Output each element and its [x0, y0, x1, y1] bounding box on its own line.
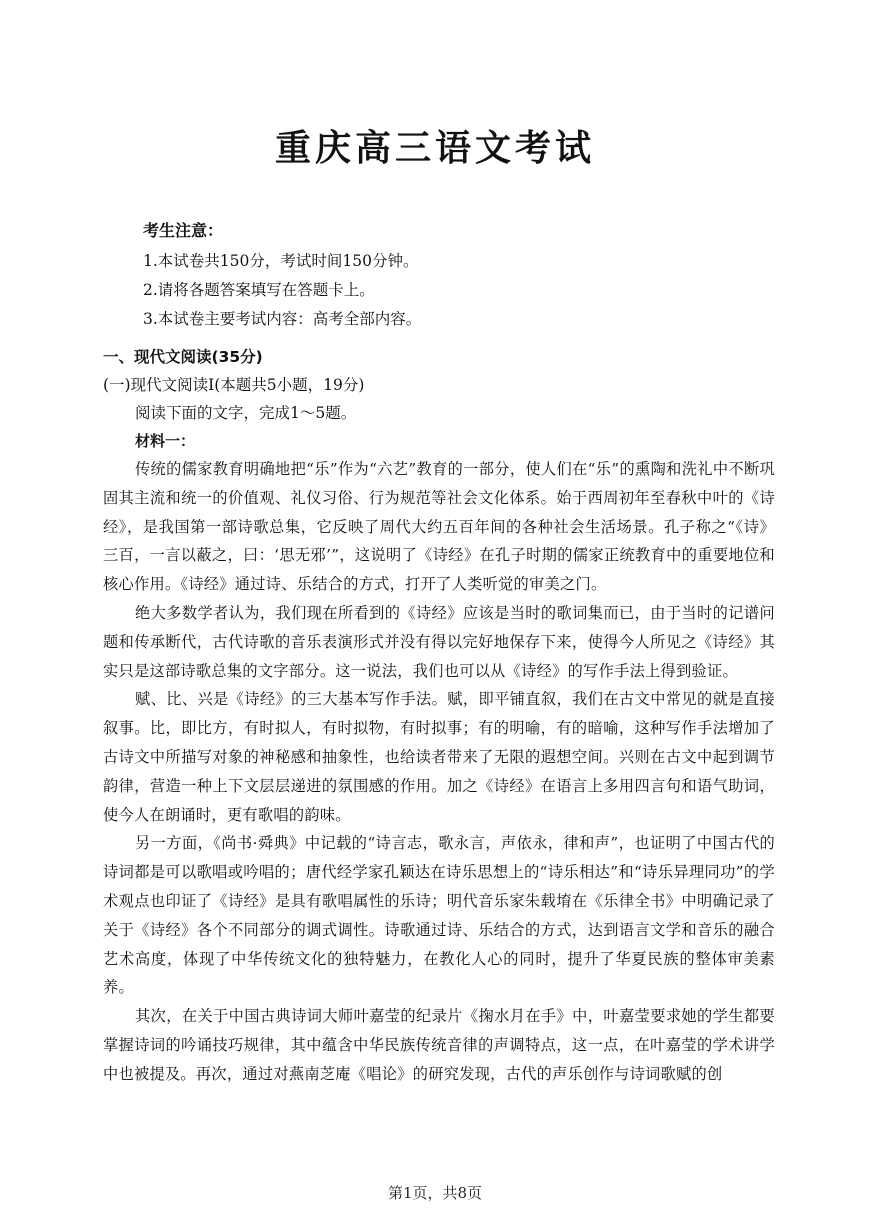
paragraph-1: 传统的儒家教育明确地把“乐”作为“六艺”教育的一部分，使人们在“乐”的熏陶和洗礼中不断巩固其主流和统一的价值观、礼仪习俗、行为规范等社会文化体系。始于西周初年至春秋中叶的《诗经》，是我国第一部诗歌总集，它反映了周代大约五百年间的各种社会生活场景。孔子称之“《诗》三百，一言以蔽之，曰：‘思无邪’”，这说明了《诗经》在孔子时期的儒家正统教育中的重要地位和核心作用。《诗经》通过诗、乐结合的方式，打开了人类听觉的审美之门。: [103, 460, 775, 594]
subsection-heading: (一)现代文阅读Ⅰ(本题共5小题，19分): [103, 376, 365, 394]
page-title: 重庆高三语文考试: [274, 128, 595, 169]
candidate-notice: [143, 216, 421, 334]
notice-item-3: 3.本试卷主要考试内容：高考全部内容。: [143, 310, 422, 328]
reading-section: [103, 343, 775, 1089]
material-label: 材料一：: [135, 432, 196, 450]
notice-item-1: 1.本试卷共150分，考试时间150分钟。: [143, 252, 419, 270]
section-heading: 一、现代文阅读(35分): [103, 348, 263, 366]
paragraph-3: 赋、比、兴是《诗经》的三大基本写作手法。赋，即平铺直叙，我们在古文中常见的就是直接叙事。比，即比方，有时拟人，有时拟物，有时拟事；有的明喻，有的暗喻，这种写作手法增加了古诗文中所描写对象的神秘感和抽象性，也给读者带来了无限的遐想空间。兴则在古文中起到调节韵律，营造一种上下文层层递进的氛围感的作用。加之《诗经》在语言上多用四言句和语气助词，使今人在朗诵时，更有歌唱的韵味。: [103, 690, 775, 824]
notice-heading: 考生注意：: [143, 221, 224, 240]
paragraph-2: 绝大多数学者认为，我们现在所看到的《诗经》应该是当时的歌词集而已，由于当时的记谱问题和传承断代，古代诗歌的音乐表演形式并没有得以完好地保存下来，使得今人所见之《诗经》其实只是这部诗歌总集的文字部分。这一说法，我们也可以从《诗经》的写作手法上得到验证。: [103, 603, 775, 680]
paragraph-5: 其次，在关于中国古典诗词大师叶嘉莹的纪录片《掬水月在手》中，叶嘉莹要求她的学生都要掌握诗词的吟诵技巧规律，其中蕴含中华民族传统音律的声调特点，这一点，在叶嘉莹的学术讲学中也被提及。再次，通过对燕南芝庵《唱论》的研究发现，古代的声乐创作与诗词歌赋的创: [103, 1007, 775, 1083]
reading-instruction: 阅读下面的文字，完成1～5题。: [135, 404, 357, 422]
paragraph-4: 另一方面，《尚书·舜典》中记载的“诗言志，歌永言，声依永，律和声”，也证明了中国古代的诗词都是可以歌唱或吟唱的；唐代经学家孔颖达在诗乐思想上的“诗乐相达”和“诗乐异理同功”的学术观点也印证了《诗经》是具有歌唱属性的乐诗；明代音乐家朱载堉在《乐律全书》中明确记录了关于《诗经》各个不同部分的调式调性。诗歌通过诗、乐结合的方式，达到语言文学和音乐的融合艺术高度，体现了中华传统文化的独特魅力，在教化人心的同时，提升了华夏民族的整体审美素养。: [103, 834, 775, 997]
notice-item-2: 2.请将各题答案填写在答题卡上。: [143, 281, 375, 299]
page-number: 第1页，共8页: [387, 1184, 483, 1202]
